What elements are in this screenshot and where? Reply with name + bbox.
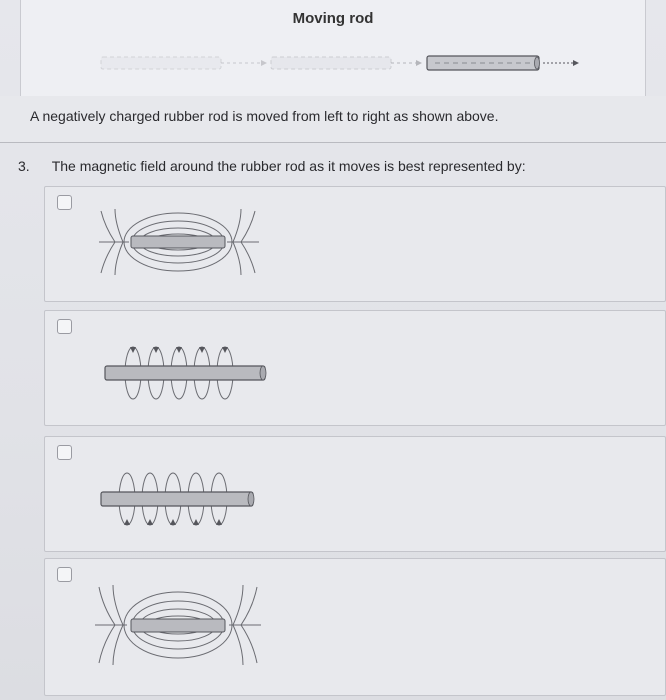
answer-option-3[interactable] xyxy=(44,436,666,552)
moving-rod-diagram xyxy=(21,0,645,96)
answer-option-1[interactable] xyxy=(44,186,666,302)
motion-arrow xyxy=(573,60,579,66)
answer-option-4[interactable] xyxy=(44,558,666,696)
option-2-field-diagram xyxy=(45,311,665,425)
question-text: The magnetic field around the rubber rod as it moves is best represented by: xyxy=(51,158,526,174)
question xyxy=(18,158,526,174)
diagram-caption: A negatively charged rubber rod is moved from left to right as shown above. xyxy=(30,108,499,124)
moving-rod-panel xyxy=(20,0,646,97)
ghost-arrow-1 xyxy=(261,60,267,66)
answer-option-2[interactable] xyxy=(44,310,666,426)
question-number: 3. xyxy=(18,158,30,174)
panel-title: Moving rod xyxy=(292,10,374,27)
caption-bar xyxy=(0,96,666,143)
ghost-rod-2 xyxy=(271,57,391,69)
option-1-field-diagram xyxy=(45,187,665,301)
ghost-arrow-2 xyxy=(416,60,422,66)
moving-rod xyxy=(427,56,540,70)
ghost-rod-1 xyxy=(101,57,221,69)
option-3-field-diagram xyxy=(45,437,665,551)
option-4-field-diagram xyxy=(45,559,665,695)
